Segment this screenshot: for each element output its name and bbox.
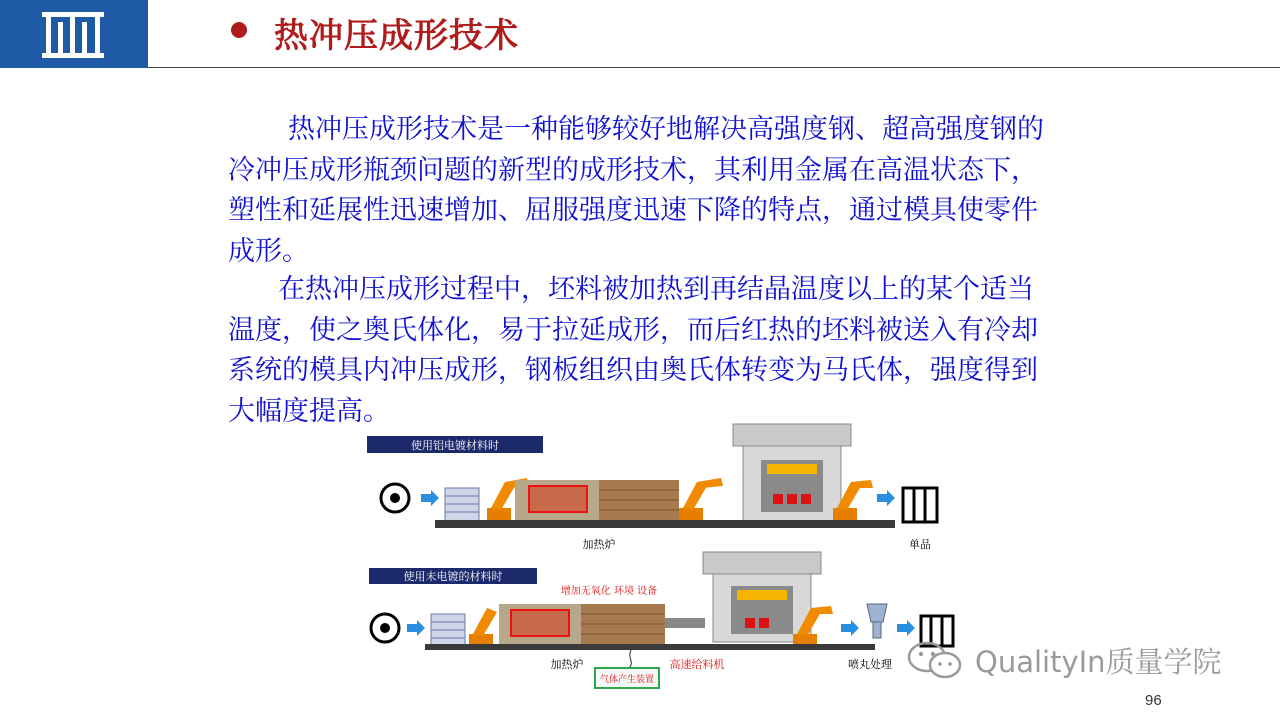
bottom-note: 增加无氧化 环境 设备 xyxy=(560,586,658,597)
hot-stamping-process-diagram xyxy=(365,422,965,690)
bottom-furnace-label: 加热炉 xyxy=(550,658,584,671)
watermark-text: QualityIn质量学院 xyxy=(975,644,1222,679)
gas-device-label: 气体产生装置 xyxy=(599,675,655,685)
bottom-banner-label: 使用未电镀的材料时 xyxy=(403,570,503,583)
logo-mark-icon xyxy=(42,12,104,58)
shot-blast-label: 喷丸处理 xyxy=(848,658,892,671)
paragraph-1: 热冲压成形技术是一种能够较好地解决高强度钢、超高强度钢的冷冲压成形瓶颈问题的新型的成形技术，其利用金属在高温状态下，塑性和延展性迅速增加、屈服强度迅速下降的特点，通过模具使零件成形。 xyxy=(228,114,1044,267)
title-bullet xyxy=(231,22,247,38)
watermark xyxy=(905,640,1222,680)
logo xyxy=(0,0,148,68)
page-number: 96 xyxy=(1145,692,1162,709)
header-divider xyxy=(148,67,1280,68)
slide-title: 热冲压成形技术 xyxy=(274,16,519,56)
wechat-icon xyxy=(905,640,965,680)
feeder-label: 高速给料机 xyxy=(669,658,725,671)
top-end-label: 单品 xyxy=(909,538,931,551)
paragraph-2: 在热冲压成形过程中，坯料被加热到再结晶温度以上的某个适当温度，使之奥氏体化，易于拉延成形，而后红热的坯料被送入有冷却系统的模具内冲压成形，钢板组织由奥氏体转变为马氏体，强度得到大幅度提高。 xyxy=(228,274,1038,427)
top-banner-label: 使用铝电镀材料时 xyxy=(411,439,499,452)
top-furnace-label: 加热炉 xyxy=(582,538,616,551)
